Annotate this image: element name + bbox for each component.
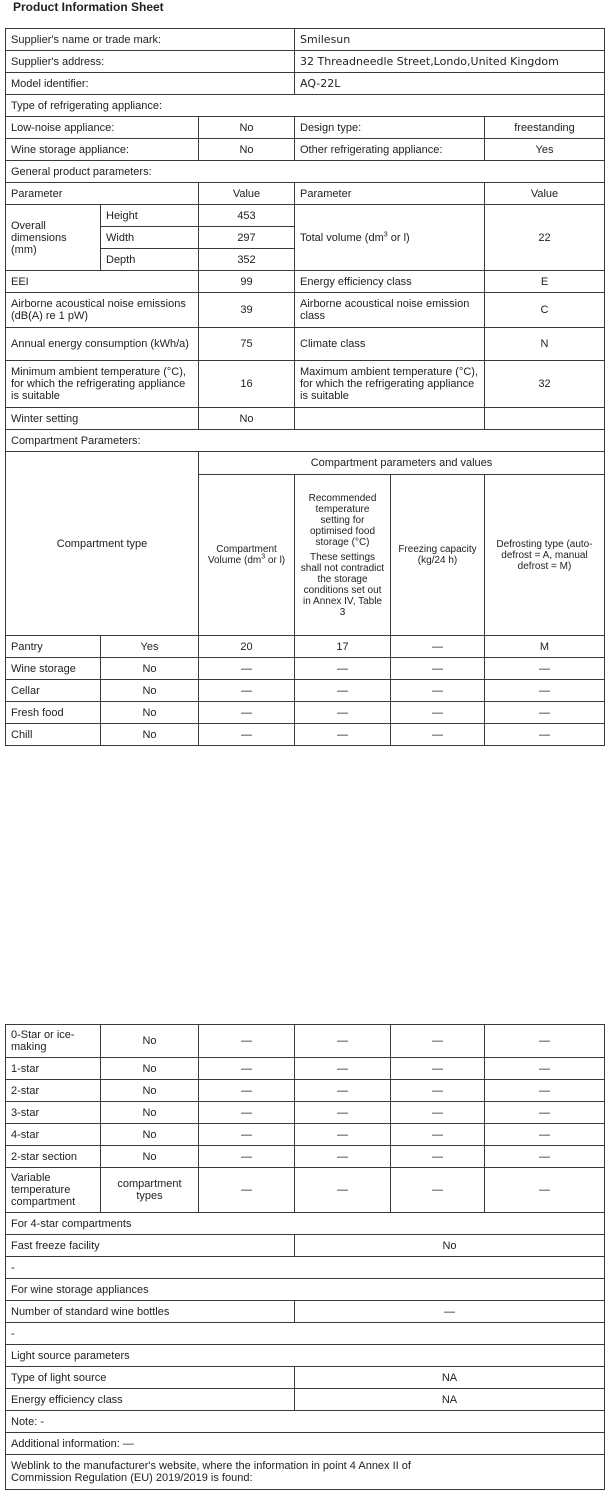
compartment-present: Yes: [101, 636, 199, 658]
eei-row: [6, 271, 605, 293]
depth-value: 352: [199, 249, 295, 271]
supplier-address-value: 32 Threadneedle Street,Londo,United Kingdom: [295, 51, 605, 73]
compartment-freezing: —: [391, 1124, 485, 1146]
eei-value: 99: [199, 271, 295, 293]
light-class-row: [6, 1389, 605, 1411]
compartment-freezing: —: [391, 1080, 485, 1102]
four-star-row: [6, 1213, 605, 1235]
light-class-label: Energy efficiency class: [6, 1389, 295, 1411]
compartment-defrost: —: [485, 1168, 605, 1213]
compartment-freezing: —: [391, 1058, 485, 1080]
fast-freeze-value: No: [295, 1235, 605, 1257]
compartment-name: Wine storage: [6, 658, 101, 680]
compartment-temp: —: [295, 1168, 391, 1213]
winter-empty-2: [485, 408, 605, 430]
winter-value: No: [199, 408, 295, 430]
comp-defrost-header: Defrosting type (auto-defrost = A, manual defrost = M): [485, 475, 605, 636]
noise-label: Airborne acoustical noise emissions (dB(A) re 1 pW): [6, 293, 199, 328]
compartment-temp: —: [295, 1124, 391, 1146]
type-label: Type of refrigerating appliance:: [6, 95, 605, 117]
compartment-volume: —: [199, 1124, 295, 1146]
dash-row-1: [6, 1257, 605, 1279]
compartment-present: No: [101, 658, 199, 680]
general-label: General product parameters:: [6, 161, 605, 183]
comp-params-header: Compartment parameters and values: [199, 452, 605, 475]
compartment-freezing: —: [391, 702, 485, 724]
compartment-defrost: —: [485, 1124, 605, 1146]
model-value: AQ-22L: [295, 73, 605, 95]
total-volume-label: Total volume ($dm^3$ or l): [295, 205, 485, 271]
compartment-freezing: —: [391, 1168, 485, 1213]
compartment-present: No: [101, 1025, 199, 1058]
low-noise-label: Low-noise appliance:: [6, 117, 199, 139]
compartment-freezing: —: [391, 1146, 485, 1168]
noise-row: [6, 293, 605, 328]
model-row: [6, 73, 605, 95]
compartment-temp: —: [295, 1102, 391, 1124]
product-info-table: [5, 28, 605, 746]
param-header-row: [6, 183, 605, 205]
max-temp-label: Maximum ambient temperature (°C), for which the refrigerating appliance is suitable: [295, 361, 485, 408]
note-row: [6, 1411, 605, 1433]
compartment-name: 1-star: [6, 1058, 101, 1080]
compartment-freezing: —: [391, 658, 485, 680]
compartment-volume: —: [199, 1168, 295, 1213]
low-noise-value: No: [199, 117, 295, 139]
compartment-temp: —: [295, 680, 391, 702]
noise-class-label: Airborne acoustical noise emission class: [295, 293, 485, 328]
compartment-present: No: [101, 1102, 199, 1124]
compartment-name: Variable temperature compartment: [6, 1168, 101, 1213]
climate-label: Climate class: [295, 328, 485, 361]
additional-info: Additional information: —: [6, 1433, 605, 1455]
height-value: 453: [199, 205, 295, 227]
compartment-temp: —: [295, 658, 391, 680]
compartment-volume: —: [199, 1102, 295, 1124]
supplier-address-label: Supplier's address:: [6, 51, 295, 73]
compartment-freezing: —: [391, 636, 485, 658]
dash-row-2: [6, 1323, 605, 1345]
compartment-row: [6, 1080, 605, 1102]
wine-storage-value: No: [199, 139, 295, 161]
comp-header-row-1: [6, 452, 605, 475]
compartment-name: 3-star: [6, 1102, 101, 1124]
eei-label: EEI: [6, 271, 199, 293]
dash-2: -: [6, 1323, 605, 1345]
comp-volume-header: Compartment Volume ($dm^3$ or l): [199, 475, 295, 636]
noise-class-value: C: [485, 293, 605, 328]
compartment-row: [6, 1146, 605, 1168]
fast-freeze-label: Fast freeze facility: [6, 1235, 295, 1257]
design-type-label: Design type:: [295, 117, 485, 139]
design-type-value: freestanding: [485, 117, 605, 139]
winter-empty-1: [295, 408, 485, 430]
recommended-note: These settings shall not contradict the storage conditions set out in Annex IV, Table 3: [300, 551, 385, 618]
noise-value: 39: [199, 293, 295, 328]
dimensions-label: Overall dimensions (mm): [6, 205, 101, 271]
width-value: 297: [199, 227, 295, 249]
compartment-temp: 17: [295, 636, 391, 658]
winter-label: Winter setting: [6, 408, 199, 430]
note: Note: -: [6, 1411, 605, 1433]
climate-value: N: [485, 328, 605, 361]
compartment-name: 0-Star or ice-making: [6, 1025, 101, 1058]
param-header-left: Parameter: [6, 183, 199, 205]
compartment-freezing: —: [391, 1102, 485, 1124]
compartment-row: [6, 1102, 605, 1124]
compartment-present: No: [101, 1124, 199, 1146]
low-noise-row: [6, 117, 605, 139]
supplier-name-label: Supplier's name or trade mark:: [6, 29, 295, 51]
compartment-present: No: [101, 1058, 199, 1080]
compartment-defrost: —: [485, 680, 605, 702]
energy-class-label: Energy efficiency class: [295, 271, 485, 293]
compartment-defrost: —: [485, 1146, 605, 1168]
light-class-value: NA: [295, 1389, 605, 1411]
compartment-temp: —: [295, 1058, 391, 1080]
additional-row: [6, 1433, 605, 1455]
compartment-freezing: —: [391, 1025, 485, 1058]
value-header-right: Value: [485, 183, 605, 205]
height-label: Height: [101, 205, 199, 227]
compartment-row: [6, 724, 605, 746]
compartment-name: Pantry: [6, 636, 101, 658]
compartment-volume: —: [199, 680, 295, 702]
annual-row: [6, 328, 605, 361]
light-type-value: NA: [295, 1367, 605, 1389]
compartment-defrost: —: [485, 658, 605, 680]
bottles-label: Number of standard wine bottles: [6, 1301, 295, 1323]
page-title: Product Information Sheet: [13, 0, 164, 14]
compartment-label: Compartment Parameters:: [6, 430, 605, 452]
weblink-row: [6, 1455, 605, 1490]
fast-freeze-row: [6, 1235, 605, 1257]
compartment-row: [6, 658, 605, 680]
compartment-freezing: —: [391, 724, 485, 746]
comp-freezing-header: Freezing capacity (kg/24 h): [391, 475, 485, 636]
compartment-defrost: M: [485, 636, 605, 658]
light-type-row: [6, 1367, 605, 1389]
compartment-defrost: —: [485, 724, 605, 746]
annual-value: 75: [199, 328, 295, 361]
depth-label: Depth: [101, 249, 199, 271]
compartment-temp: —: [295, 1025, 391, 1058]
compartment-row: [6, 680, 605, 702]
bottles-value: —: [295, 1301, 605, 1323]
recommended-text: Recommended temperature setting for optimised food storage (°C): [308, 492, 377, 548]
weblink: Weblink to the manufacturer's website, where the information in point 4 Annex II of Commission Regulation (EU) 2019/2019 is found:: [6, 1455, 605, 1490]
compartment-name: 2-star: [6, 1080, 101, 1102]
compartment-volume: —: [199, 1058, 295, 1080]
product-info-table-continued: [5, 1024, 605, 1490]
compartment-freezing: —: [391, 680, 485, 702]
light-label-row: [6, 1345, 605, 1367]
compartment-row: [6, 1025, 605, 1058]
compartment-name: Cellar: [6, 680, 101, 702]
min-temp-value: 16: [199, 361, 295, 408]
min-temp-label: Minimum ambient temperature (°C), for which the refrigerating appliance is suitable: [6, 361, 199, 408]
width-label: Width: [101, 227, 199, 249]
compartment-temp: —: [295, 724, 391, 746]
compartment-label-row: [6, 430, 605, 452]
total-volume-value: 22: [485, 205, 605, 271]
wine-storage-label: Wine storage appliance:: [6, 139, 199, 161]
supplier-name-value: Smilesun: [295, 29, 605, 51]
compartment-temp: —: [295, 1146, 391, 1168]
wine-label-row: [6, 1279, 605, 1301]
compartment-name: Fresh food: [6, 702, 101, 724]
type-row: [6, 95, 605, 117]
compartment-volume: —: [199, 1025, 295, 1058]
light-type-label: Type of light source: [6, 1367, 295, 1389]
compartment-volume: —: [199, 1146, 295, 1168]
compartment-volume: —: [199, 724, 295, 746]
compartment-temp: —: [295, 702, 391, 724]
compartment-present: compartment types: [101, 1168, 199, 1213]
compartment-present: No: [101, 702, 199, 724]
comp-type-header: Compartment type: [6, 452, 199, 636]
supplier-name-row: [6, 29, 605, 51]
compartment-volume: —: [199, 658, 295, 680]
energy-class-value: E: [485, 271, 605, 293]
compartment-defrost: —: [485, 702, 605, 724]
compartment-present: No: [101, 680, 199, 702]
compartment-row: [6, 1124, 605, 1146]
compartment-present: No: [101, 1146, 199, 1168]
compartment-name: 2-star section: [6, 1146, 101, 1168]
compartment-volume: 20: [199, 636, 295, 658]
four-star-label: For 4-star compartments: [6, 1213, 605, 1235]
compartment-volume: —: [199, 702, 295, 724]
wine-label: For wine storage appliances: [6, 1279, 605, 1301]
compartment-row: [6, 1168, 605, 1213]
compartment-present: No: [101, 724, 199, 746]
model-label: Model identifier:: [6, 73, 295, 95]
comp-recommended-header: [295, 475, 391, 636]
compartment-defrost: —: [485, 1102, 605, 1124]
compartment-name: Chill: [6, 724, 101, 746]
annual-label: Annual energy consumption (kWh/a): [6, 328, 199, 361]
compartment-present: No: [101, 1080, 199, 1102]
compartment-name: 4-star: [6, 1124, 101, 1146]
compartment-row: [6, 1058, 605, 1080]
compartment-row: [6, 702, 605, 724]
supplier-address-row: [6, 51, 605, 73]
param-header-right: Parameter: [295, 183, 485, 205]
max-temp-value: 32: [485, 361, 605, 408]
winter-row: [6, 408, 605, 430]
light-label: Light source parameters: [6, 1345, 605, 1367]
compartment-defrost: —: [485, 1058, 605, 1080]
compartment-volume: —: [199, 1080, 295, 1102]
height-row: [6, 205, 605, 227]
general-row: [6, 161, 605, 183]
compartment-row: [6, 636, 605, 658]
bottles-row: [6, 1301, 605, 1323]
value-header-left: Value: [199, 183, 295, 205]
compartment-temp: —: [295, 1080, 391, 1102]
compartment-defrost: —: [485, 1080, 605, 1102]
dash-1: -: [6, 1257, 605, 1279]
other-refrig-label: Other refrigerating appliance:: [295, 139, 485, 161]
compartment-defrost: —: [485, 1025, 605, 1058]
temp-row: [6, 361, 605, 408]
other-refrig-value: Yes: [485, 139, 605, 161]
wine-storage-row: [6, 139, 605, 161]
